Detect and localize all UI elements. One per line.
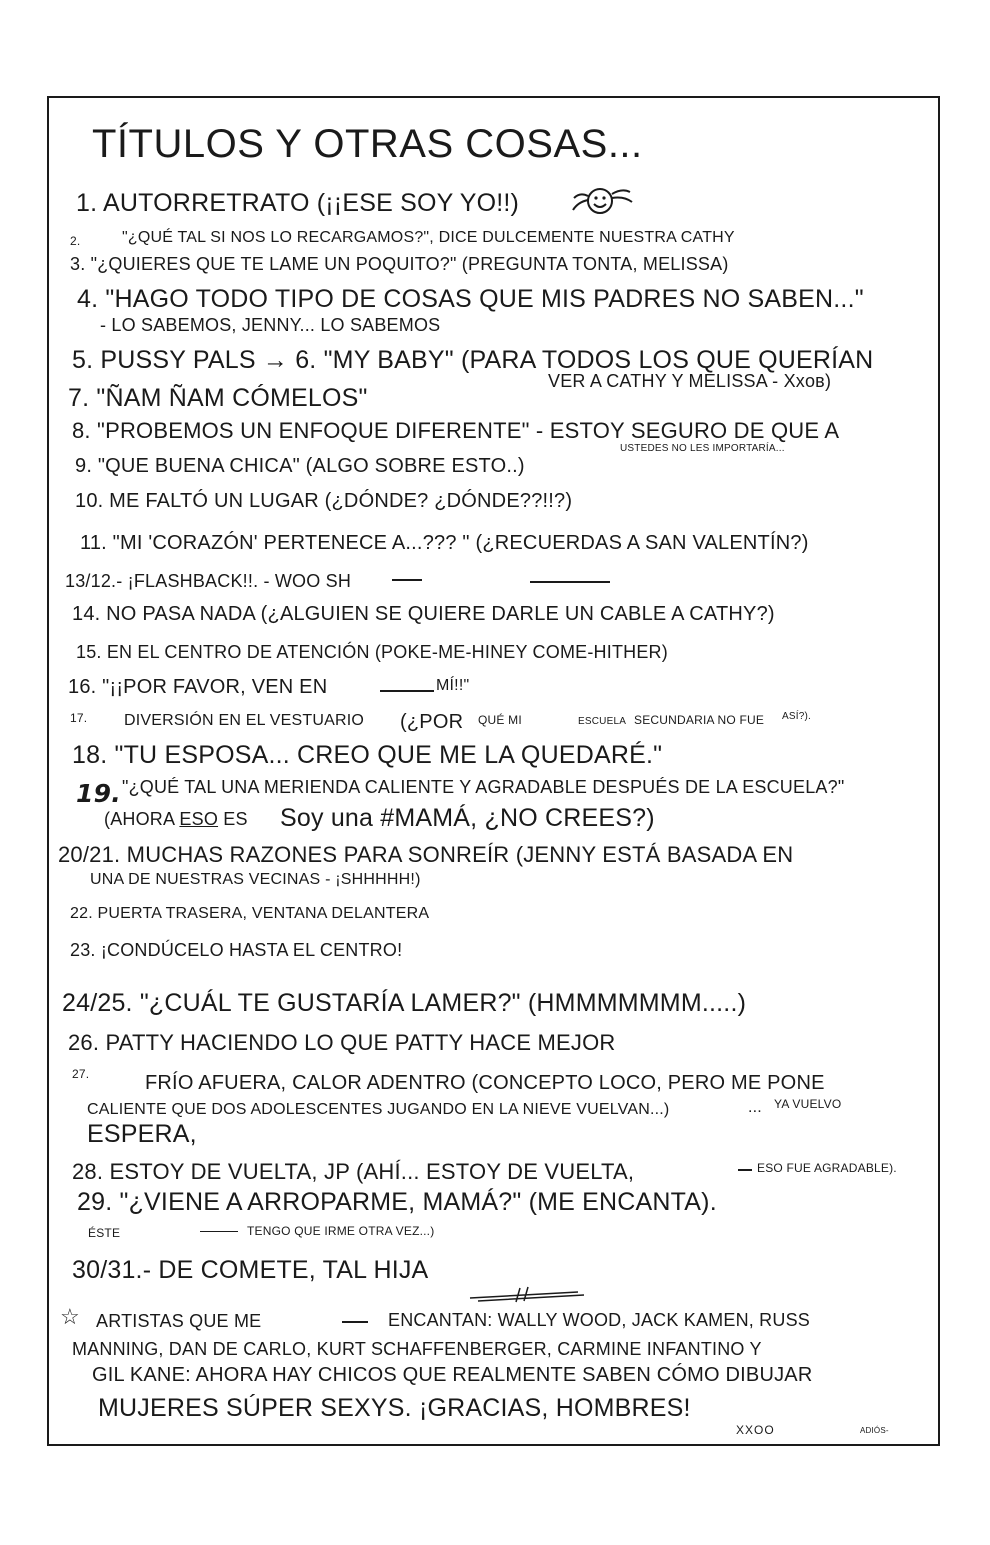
dash-mark (200, 1231, 238, 1232)
artists-line-1b: ENCANTAN: WALLY WOOD, JACK KAMEN, RUSS (388, 1310, 810, 1330)
entry-1: 1. AUTORRETRATO (¡¡ESE SOY YO!!) (76, 189, 520, 217)
entry-11: 11. "MI 'CORAZÓN' PERTENECE A...??? " (¿RECUERDAS A SAN VALENTÍN?) (80, 532, 809, 554)
entry-27-note-b: YA VUELVO (774, 1097, 842, 1111)
star-outline-icon: ☆ (60, 1304, 80, 1329)
entry-26: 26. PATTY HACIENDO LO QUE PATTY HACE MEJOR (68, 1030, 616, 1055)
dash-mark (392, 579, 422, 581)
artists-line-4: MUJERES SÚPER SEXYS. ¡GRACIAS, HOMBRES! (98, 1394, 691, 1422)
entry-10: 10. ME FALTÓ UN LUGAR (¿DÓNDE? ¿DÓNDE??!!?) (75, 490, 573, 512)
entry-17-note-b: QUÉ MI (478, 713, 522, 727)
entry-23: 23. ¡CONDÚCELO HASTA EL CENTRO! (70, 940, 403, 960)
entry-29-note-b: TENGO QUE IRME OTRA VEZ...) (247, 1224, 435, 1238)
entry-4-note: - LO SABEMOS, JENNY... LO SABEMOS (100, 315, 441, 335)
dash-mark (342, 1321, 368, 1323)
entry-8: 8. "PROBEMOS UN ENFOQUE DIFERENTE" - ESTOY SEGURO DE QUE A (72, 418, 840, 443)
entry-29-note-a: ÉSTE (88, 1226, 121, 1240)
entry-29: 29. "¿VIENE A ARROPARME, MAMÁ?" (ME ENCANTA). (77, 1188, 717, 1216)
artists-line-3: GIL KANE: AHORA HAY CHICOS QUE REALMENTE SABEN CÓMO DIBUJAR (92, 1364, 813, 1386)
entry-3: 3. "¿QUIERES QUE TE LAME UN POQUITO?" (PREGUNTA TONTA, MELISSA) (70, 254, 729, 274)
entry-2: "¿QUÉ TAL SI NOS LO RECARGAMOS?", DICE DULCEMENTE NUESTRA CATHY (122, 229, 735, 246)
entry-20-21-note: UNA DE NUESTRAS VECINAS - ¡SHHHHH!) (90, 871, 421, 888)
entry-4: 4. "HAGO TODO TIPO DE COSAS QUE MIS PADRES NO SABEN..." (77, 285, 864, 313)
entry-5-6: 5. PUSSY PALS → 6. "MY BABY" (PARA TODOS LOS QUE QUERÍAN (72, 346, 874, 374)
entry-17-number: 17. (70, 711, 88, 725)
entry-16-end: MÍ!!" (436, 677, 470, 694)
entry-17-note-d: SECUNDARIA NO FUE (634, 713, 765, 727)
smiley-face-doodle-icon (570, 182, 634, 218)
entry-16: 16. "¡¡POR FAVOR, VEN EN (68, 676, 328, 698)
dash-mark (738, 1169, 752, 1171)
entry-18: 18. "TU ESPOSA... CREO QUE ME LA QUEDARÉ." (72, 741, 663, 769)
entry-28: 28. ESTOY DE VUELTA, JP (AHÍ... ESTOY DE VUELTA, (72, 1159, 635, 1184)
scribble-mark (468, 1284, 588, 1304)
entry-20-21: 20/21. MUCHAS RAZONES PARA SONREÍR (JENNY ESTÁ BASADA EN (58, 842, 794, 867)
entry-19-note-end: Soy una #MAMÁ, ¿NO CREES?) (280, 804, 655, 832)
page-title: TÍTULOS Y OTRAS COSAS... (92, 122, 643, 166)
entry-27: FRÍO AFUERA, CALOR ADENTRO (CONCEPTO LOCO, PERO ME PONE (145, 1072, 825, 1094)
entry-19: "¿QUÉ TAL UNA MERIENDA CALIENTE Y AGRADABLE DESPUÉS DE LA ESCUELA?" (122, 777, 845, 797)
entry-24-25: 24/25. "¿CUÁL TE GUSTARÍA LAMER?" (HMMMMMMM.....) (62, 989, 747, 1017)
entry-2-number: 2. (70, 234, 81, 248)
signoff-adios: ADIÓS- (860, 1426, 889, 1435)
entry-8-note: USTEDES NO LES IMPORTARÍA... (620, 443, 785, 454)
entry-17-note-e: ASÍ?). (782, 711, 811, 722)
entry-15: 15. EN EL CENTRO DE ATENCIÓN (POKE-ME-HINEY COME-HITHER) (76, 642, 668, 662)
entry-27-number: 27. (72, 1067, 90, 1081)
entry-17-note-c: ESCUELA (578, 716, 627, 727)
artists-line-1a: ARTISTAS QUE ME (96, 1311, 262, 1331)
dash-mark (380, 690, 434, 692)
artists-line-2: MANNING, DAN DE CARLO, KURT SCHAFFENBERGER, CARMINE INFANTINO Y (72, 1339, 762, 1359)
entry-13-12: 13/12.- ¡FLASHBACK!!. - WOO SH (65, 571, 352, 591)
entry-22: 22. PUERTA TRASERA, VENTANA DELANTERA (70, 905, 430, 922)
entry-19-number: 19. (76, 779, 121, 808)
entry-9: 9. "QUE BUENA CHICA" (ALGO SOBRE ESTO..) (75, 455, 525, 477)
entry-27-note-c: ESPERA, (87, 1120, 197, 1148)
entry-27-note: CALIENTE QUE DOS ADOLESCENTES JUGANDO EN LA NIEVE VUELVAN...) (87, 1101, 670, 1118)
entry-27-ellipsis: ... (748, 1099, 762, 1116)
entry-7: 7. "ÑAM ÑAM CÓMELOS" (68, 384, 368, 412)
entry-14: 14. NO PASA NADA (¿ALGUIEN SE QUIERE DARLE UN CABLE A CATHY?) (72, 603, 775, 625)
entry-17: DIVERSIÓN EN EL VESTUARIO (124, 712, 365, 729)
dash-mark (530, 581, 610, 583)
entry-17-note-a: (¿POR (400, 711, 464, 733)
entry-5-6-note: VER A CATHY Y MELISSA - Xxов) (548, 371, 832, 391)
entry-19-note: (AHORA ESO ES (104, 809, 248, 829)
entry-28-note: ESO FUE AGRADABLE). (757, 1161, 897, 1175)
signoff-xxoo: XXOO (736, 1423, 775, 1437)
entry-30-31: 30/31.- DE COMETE, TAL HIJA (72, 1256, 429, 1284)
